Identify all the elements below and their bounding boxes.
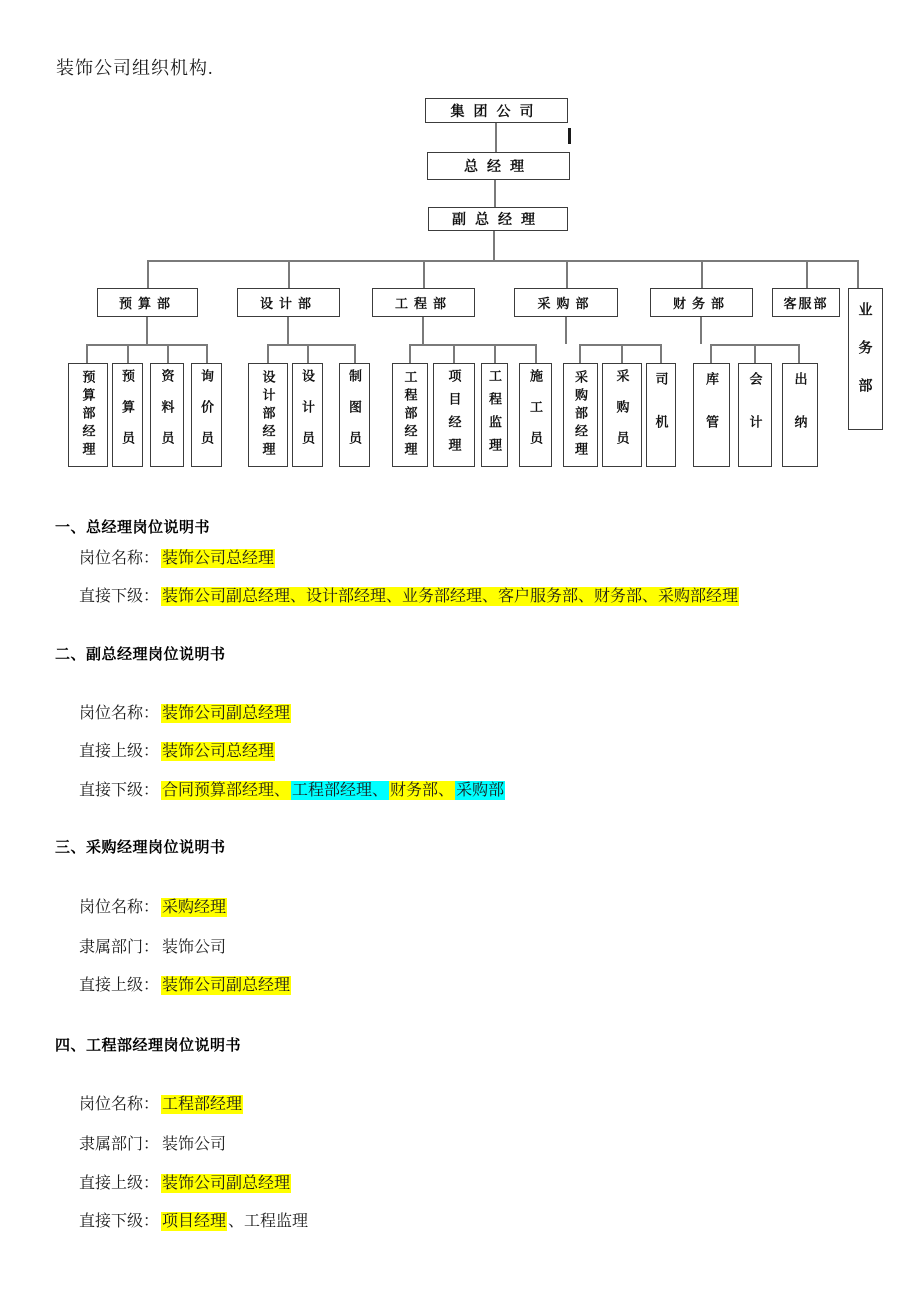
connector-line [565, 317, 567, 344]
connector-line [86, 344, 88, 363]
org-node-purchaser: 采购员 [602, 363, 642, 467]
field-label: 直接上级： [79, 743, 160, 760]
field-value: 装饰公司 [162, 939, 227, 956]
page-title: 装饰公司组织机构. [56, 58, 214, 78]
org-node-inquiry-clerk: 询价员 [191, 363, 222, 467]
field-value: 装饰公司副总经理 [162, 977, 291, 994]
field-row [79, 1091, 243, 1114]
connector-line [307, 344, 309, 363]
org-node-dept-business: 业务部 [848, 288, 883, 430]
field-row [79, 972, 291, 995]
connector-line [267, 344, 269, 363]
field-label: 直接下级： [79, 1213, 160, 1230]
connector-line [566, 260, 568, 288]
field-value: 装饰公司副总经理 [162, 705, 291, 722]
connector-line [127, 344, 129, 363]
connector-line [267, 344, 356, 346]
section-heading: 一、总经理岗位说明书 [55, 519, 211, 536]
connector-line [86, 344, 208, 346]
connector-line [494, 180, 496, 207]
org-node-data-clerk: 资料员 [150, 363, 184, 467]
field-label: 岗位名称： [79, 550, 160, 567]
connector-line [422, 317, 424, 344]
connector-line [700, 317, 702, 344]
connector-line [754, 344, 756, 363]
field-value: 项目经理 [162, 1213, 227, 1230]
org-node-dept-finance: 财务部 [650, 288, 753, 317]
field-label: 隶属部门： [79, 1136, 160, 1153]
connector-line [798, 344, 800, 363]
field-value: 采购部 [456, 782, 505, 799]
field-value: 装饰公司总经理 [162, 550, 275, 567]
connector-line [494, 344, 496, 363]
connector-line [354, 344, 356, 363]
org-node-designer: 设计员 [292, 363, 323, 467]
field-label: 岗位名称： [79, 705, 160, 722]
connector-line [495, 123, 497, 152]
org-node-dept-design: 设计部 [237, 288, 340, 317]
field-value: 、工程监理 [228, 1213, 309, 1230]
section-heading: 二、副总经理岗位说明书 [55, 646, 226, 663]
field-row [79, 583, 739, 606]
section-heading: 四、工程部经理岗位说明书 [55, 1037, 242, 1054]
field-value: 工程部经理、 [292, 782, 389, 799]
org-node-deputy-general-manager: 副总经理 [428, 207, 568, 231]
field-value: 工程部经理 [162, 1096, 243, 1113]
org-node-cashier: 出纳 [782, 363, 818, 467]
connector-line [493, 231, 495, 260]
connector-line [857, 260, 859, 288]
field-row [79, 738, 275, 761]
connector-line [206, 344, 208, 363]
org-node-dept-customer-service: 客服部 [772, 288, 840, 317]
org-node-draftsman: 制图员 [339, 363, 370, 467]
org-node-general-manager: 总经理 [427, 152, 570, 180]
section-heading: 三、采购经理岗位说明书 [55, 839, 226, 856]
field-row [79, 894, 227, 917]
connector-line [710, 344, 712, 363]
field-value: 装饰公司总经理 [162, 743, 275, 760]
field-row [79, 1170, 291, 1193]
connector-line [409, 344, 537, 346]
connector-line [288, 260, 290, 288]
field-row [79, 934, 227, 957]
org-node-dept-engineering: 工程部 [372, 288, 475, 317]
field-value: 装饰公司副总经理 [162, 1175, 291, 1192]
field-row [79, 545, 275, 568]
connector-line [423, 260, 425, 288]
field-row [79, 777, 505, 800]
field-row [79, 1208, 309, 1231]
connector-line [579, 344, 581, 363]
org-node-driver: 司机 [646, 363, 676, 467]
field-row [79, 1131, 227, 1154]
connector-line [147, 260, 859, 262]
cursor-artifact [568, 128, 571, 144]
org-node-engineering-supervisor: 工程监理 [481, 363, 508, 467]
field-label: 直接上级： [79, 1175, 160, 1192]
connector-line [147, 260, 149, 288]
org-node-warehouse-keeper: 库管 [693, 363, 730, 467]
org-node-group-company: 集团公司 [425, 98, 568, 123]
field-value: 采购经理 [162, 899, 227, 916]
connector-line [287, 317, 289, 344]
org-node-dept-purchasing: 采购部 [514, 288, 618, 317]
org-node-accountant: 会计 [738, 363, 772, 467]
field-label: 隶属部门： [79, 939, 160, 956]
field-label: 岗位名称： [79, 1096, 160, 1113]
connector-line [660, 344, 662, 363]
org-node-dept-budget: 预算部 [97, 288, 198, 317]
field-label: 直接下级： [79, 782, 160, 799]
connector-line [701, 260, 703, 288]
connector-line [146, 317, 148, 344]
org-node-purchasing-dept-manager: 采购部经理 [563, 363, 598, 467]
connector-line [806, 260, 808, 288]
field-label: 直接下级： [79, 588, 160, 605]
connector-line [535, 344, 537, 363]
field-value: 财务部、 [390, 782, 455, 799]
field-row [79, 700, 291, 723]
connector-line [167, 344, 169, 363]
field-value: 合同预算部经理、 [162, 782, 291, 799]
field-label: 岗位名称： [79, 899, 160, 916]
field-value: 装饰公司副总经理、设计部经理、业务部经理、客户服务部、财务部、采购部经理 [162, 588, 739, 605]
org-node-design-dept-manager: 设计部经理 [248, 363, 288, 467]
field-label: 直接上级： [79, 977, 160, 994]
field-value: 装饰公司 [162, 1136, 227, 1153]
connector-line [621, 344, 623, 363]
org-node-budget-dept-manager: 预算部经理 [68, 363, 108, 467]
connector-line [409, 344, 411, 363]
connector-line [453, 344, 455, 363]
org-node-project-manager: 项目经理 [433, 363, 475, 467]
org-node-engineering-dept-manager: 工程部经理 [392, 363, 428, 467]
org-node-construction-worker: 施工员 [519, 363, 552, 467]
org-node-budget-clerk: 预算员 [112, 363, 143, 467]
